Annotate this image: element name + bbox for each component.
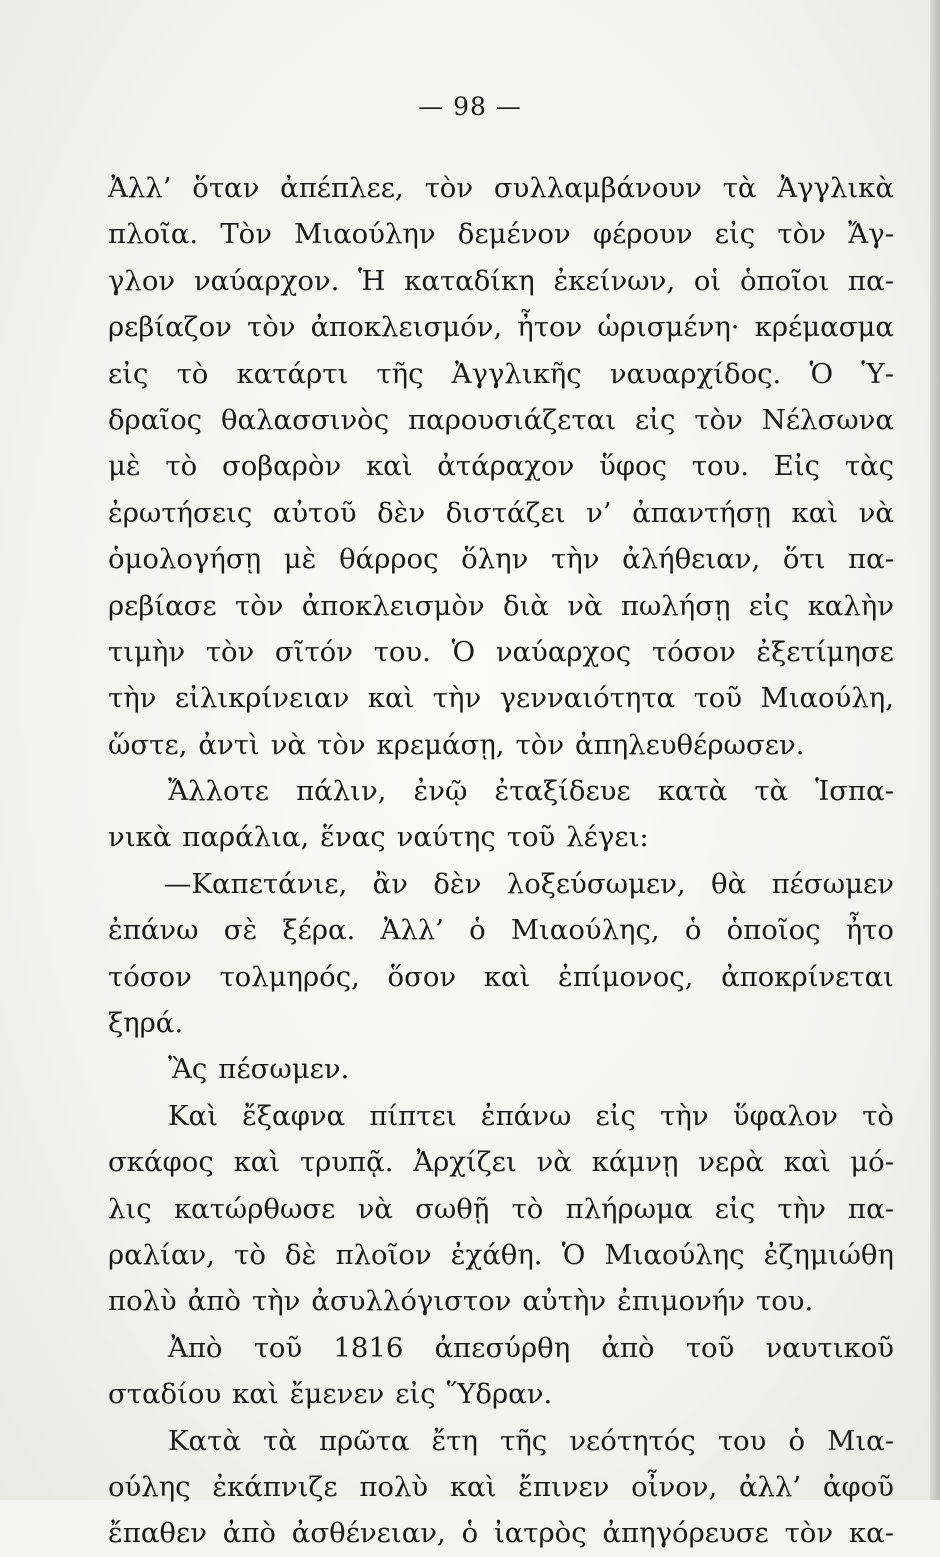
word: ὡρισμένη· <box>597 311 740 344</box>
text-line <box>108 536 894 582</box>
word: ξέρα. <box>282 914 356 947</box>
word: ναύαρχος <box>495 635 632 668</box>
word: Ὁ <box>809 357 834 390</box>
page-number: — 98 — <box>418 92 522 121</box>
word: Μιαούλης, <box>510 914 660 947</box>
word: καὶ <box>483 960 531 993</box>
word: ὁμολογήσῃ <box>108 543 262 576</box>
word: τὸν <box>424 172 474 204</box>
word: τὸν <box>515 728 565 761</box>
word: κατὰ <box>657 775 728 808</box>
text-line <box>108 490 894 536</box>
word: Εἰς <box>773 450 821 483</box>
word: ἀλήθειαν, <box>622 543 761 576</box>
text-line <box>108 907 894 953</box>
word: ἀποκρίνεται <box>721 960 894 993</box>
word: ἐρωτήσεις <box>108 496 253 529</box>
word: πολὺ <box>108 1285 177 1318</box>
word: ἐξετίμησε <box>756 635 894 668</box>
word: πέσωμεν <box>771 867 894 900</box>
word: τῆς <box>376 357 424 390</box>
word: ἀφοῦ <box>822 1470 894 1503</box>
word: αὐτοῦ <box>272 496 357 529</box>
word: καὶ <box>367 682 415 715</box>
word: ὥστε, <box>108 728 188 761</box>
text-line <box>108 583 894 629</box>
word: τὸ <box>165 450 198 483</box>
text-line <box>108 397 894 443</box>
text-line <box>108 1510 894 1556</box>
word: δραῖος <box>108 403 203 436</box>
word: διὰ <box>502 589 549 622</box>
word: πέσωμεν. <box>218 1053 350 1086</box>
word: ἀλλ’ <box>738 1470 802 1503</box>
word: μὲ <box>108 450 141 483</box>
word: ἔξαφνα <box>242 1099 346 1132</box>
word: Ἡ <box>358 264 386 297</box>
word: ἔτη <box>431 1424 478 1457</box>
word: συλλαμβάνουν <box>493 172 702 204</box>
word: κάμνῃ <box>591 1146 679 1179</box>
word: εἰς <box>748 589 790 622</box>
word: Ὕδραν. <box>446 1378 553 1411</box>
word: τὴν <box>432 682 482 715</box>
word: δὲ <box>285 1238 317 1271</box>
page-edge-shadow <box>930 0 940 1500</box>
word: ἦτο <box>845 914 894 947</box>
word: τολμηρός, <box>219 960 360 993</box>
word: Μιαούλην <box>294 218 436 251</box>
word: Ἀγγλικὰ <box>777 172 894 204</box>
word: λοξεύσωμεν, <box>506 867 686 900</box>
word: διστάζει <box>445 496 566 529</box>
word: του <box>717 1424 767 1457</box>
word: ἐζημιώθη <box>763 1238 894 1271</box>
word: Ὁ <box>561 1238 586 1271</box>
word: Μια- <box>827 1424 894 1457</box>
word: οἱ <box>693 264 722 297</box>
word: σταδίου <box>108 1378 222 1411</box>
text-line <box>108 814 894 860</box>
word: ἰατρὸς <box>493 1517 587 1550</box>
word: νεότητός <box>569 1424 696 1457</box>
word: ἀπὸ <box>601 1331 655 1364</box>
word: ὅτι <box>782 543 826 576</box>
word: ὅλην <box>461 543 529 576</box>
word: εἰς <box>714 1192 756 1225</box>
word: ὁ <box>461 1517 479 1550</box>
text-line <box>108 675 894 721</box>
word: τὸν <box>694 403 743 436</box>
word: ἀτάραχον <box>437 450 575 483</box>
word: ἐκάπνιζε <box>212 1470 338 1503</box>
word: Τὸν <box>220 218 272 251</box>
word: νὰ <box>536 1146 572 1179</box>
word: τὴν <box>108 682 157 715</box>
word: ἀποκλεισμὸν <box>301 589 485 622</box>
word: τὸν <box>246 311 296 344</box>
word: εἰς <box>395 1378 436 1411</box>
word: ἀπεσύρθη <box>434 1331 571 1364</box>
word: καὶ <box>783 1146 831 1179</box>
word: δεμένον <box>457 218 571 251</box>
word: ἀσυλλόγιστον <box>311 1285 512 1318</box>
word: καλὴν <box>807 589 894 622</box>
text-line <box>108 1186 894 1232</box>
word: ὅσον <box>387 960 457 993</box>
word: —Καπετάνιε, <box>164 867 348 900</box>
text-line <box>108 211 894 257</box>
word: ὕφος <box>599 450 668 483</box>
word: τὸ <box>176 357 209 390</box>
word: ὕφαλον <box>732 1099 838 1132</box>
word: θὰ <box>711 867 747 900</box>
word: ἀπηγόρευσε <box>602 1517 769 1550</box>
word: κρεμάσῃ, <box>376 728 505 761</box>
text-line <box>108 304 894 350</box>
word: τοῦ <box>506 821 556 854</box>
word: ἦτον <box>517 311 583 344</box>
text-line <box>108 1093 894 1139</box>
text-line <box>108 1464 894 1510</box>
word: ἀπηλευθέρωσεν. <box>575 728 805 761</box>
word: τιμὴν <box>108 635 186 668</box>
word: ξηρά. <box>108 1007 184 1040</box>
word: καταδίκη <box>404 264 535 297</box>
word: του. <box>691 450 750 483</box>
word: φέρουν <box>592 218 693 251</box>
word: πλήρωμα <box>565 1192 693 1225</box>
word: τόσον <box>108 960 192 993</box>
word: πα- <box>848 264 894 297</box>
word: νὰ <box>270 728 306 761</box>
word: Ἀπὸ <box>168 1331 223 1364</box>
word: καὶ <box>449 1470 497 1503</box>
word: ἀποκλεισμόν, <box>310 311 503 344</box>
word: πα- <box>848 543 894 576</box>
word: σκάφος <box>108 1146 214 1179</box>
word: παράλια, <box>182 821 310 854</box>
word: εἰς <box>108 357 149 390</box>
word: ναυτικοῦ <box>765 1331 894 1364</box>
word: πολὺ <box>359 1470 429 1503</box>
word: Ἄλλοτε <box>168 775 270 808</box>
text-line <box>108 1139 894 1185</box>
word: μό- <box>850 1146 894 1179</box>
word: νὰ <box>357 1192 393 1225</box>
word: πωλήσῃ <box>620 589 731 622</box>
word: τὴν <box>251 1285 301 1318</box>
word: μὲ <box>283 543 317 576</box>
word: Ἄγ- <box>848 218 894 251</box>
word: εἰλικρίνειαν <box>174 682 350 715</box>
word: πάλιν, <box>296 775 387 808</box>
word: ἀντὶ <box>198 728 260 761</box>
word: Κατὰ <box>168 1424 241 1457</box>
word: ν’ <box>586 496 612 529</box>
word: λέγει: <box>566 821 649 854</box>
word: κατώρθωσε <box>173 1192 336 1225</box>
word: ρεβίασε <box>108 589 217 622</box>
text-line <box>108 1000 894 1046</box>
word: παρουσιάζεται <box>408 403 616 436</box>
word: ραλίαν, <box>108 1238 215 1271</box>
word: Ἀρχίζει <box>413 1146 517 1179</box>
word: τοῦ <box>685 1331 735 1364</box>
text-line <box>108 351 894 397</box>
word: νὰ <box>858 496 894 529</box>
word: Ἀγγλικῆς <box>451 357 582 390</box>
word: ἐπάνω <box>480 1099 572 1132</box>
text-line <box>108 443 894 489</box>
word: Ὁ <box>451 635 476 668</box>
word: ὁποῖοι <box>739 264 830 297</box>
word: ἔπαθεν <box>108 1517 207 1550</box>
word: του. <box>373 635 431 668</box>
text-line <box>108 258 894 304</box>
word: γλον <box>108 264 176 297</box>
word: του. <box>756 1285 814 1318</box>
word: ἐπίμονος, <box>557 960 694 993</box>
word: ὅταν <box>192 172 260 204</box>
word: ἀσθένειαν, <box>291 1517 446 1550</box>
word: τὰ <box>263 1424 297 1457</box>
word: τὸν <box>777 218 826 251</box>
word: σωθῇ <box>415 1192 490 1225</box>
word: τὴν <box>660 1099 709 1132</box>
word: θάρρος <box>339 543 439 576</box>
word: τὴν <box>551 543 600 576</box>
word: κα- <box>848 1517 894 1550</box>
text-line <box>108 1418 894 1464</box>
word: δὲν <box>377 496 426 529</box>
word: ἀπὸ <box>222 1517 276 1550</box>
word: ἕνας <box>320 821 386 854</box>
word: τὸν <box>317 728 366 761</box>
word: τὸν <box>784 1517 834 1550</box>
word: Ἀλλ’ <box>380 914 444 947</box>
word: τὸν <box>235 589 284 622</box>
text-line <box>108 722 894 768</box>
text-line <box>108 861 894 907</box>
word: τοῦ <box>693 682 743 715</box>
word: λις <box>108 1192 152 1225</box>
word: τοῦ <box>253 1331 303 1364</box>
word: ἐκείνων, <box>553 264 676 297</box>
text-line <box>108 954 894 1000</box>
word: ούλης <box>108 1470 191 1503</box>
word: καὶ <box>365 450 413 483</box>
word: οἶνον, <box>631 1470 718 1503</box>
word: Ἂς <box>168 1053 208 1086</box>
word: τόσον <box>651 635 736 668</box>
word: ναύαρχον. <box>193 264 340 297</box>
body-text <box>108 165 894 1557</box>
word: ἀπὸ <box>187 1285 241 1318</box>
text-line <box>108 1325 894 1371</box>
word: τὰ <box>722 172 757 204</box>
word: κατάρτι <box>236 357 349 390</box>
word: πα- <box>848 1192 894 1225</box>
word: ἔπινεν <box>518 1470 610 1503</box>
word: πίπτει <box>369 1099 457 1132</box>
word: σῖτόν <box>274 635 353 668</box>
word: σὲ <box>223 914 258 947</box>
word: Μιαούλης <box>604 1238 745 1271</box>
word: 1816 <box>333 1331 404 1364</box>
text-line <box>108 1232 894 1278</box>
text-line <box>108 1046 894 1092</box>
word: ρεβίαζον <box>108 311 232 344</box>
word: ὁ <box>788 1424 806 1457</box>
word: ναύτης <box>396 821 496 854</box>
word: δὲν <box>433 867 482 900</box>
word: Μιαούλη, <box>760 682 894 715</box>
word: ἔμενεν <box>289 1378 385 1411</box>
word: ἐχάθη. <box>450 1238 543 1271</box>
text-line <box>108 768 894 814</box>
word: ἂν <box>372 867 408 900</box>
word: Ὑ- <box>861 357 894 390</box>
word: ναυαρχίδος. <box>609 357 782 390</box>
word: ὁ <box>684 914 702 947</box>
word: γενναιότητα <box>499 682 676 715</box>
word: θαλασσινὸς <box>220 403 390 436</box>
word: πλοῖον <box>335 1238 432 1271</box>
word: τρυπᾷ. <box>299 1146 394 1179</box>
word: τὸ <box>234 1238 266 1271</box>
word: νερὰ <box>698 1146 764 1179</box>
word: Νέλσωνα <box>761 403 894 436</box>
word: εἰς <box>714 218 756 251</box>
word: ἐπάνω <box>108 914 199 947</box>
word: τὸ <box>862 1099 894 1132</box>
word: νικὰ <box>108 821 172 854</box>
word: ἐνῷ <box>413 775 468 808</box>
word: τὸ <box>511 1192 544 1225</box>
text-line <box>108 629 894 675</box>
word: καὶ <box>232 1378 279 1411</box>
word: πρῶτα <box>318 1424 410 1457</box>
word: Ἱσπα- <box>815 775 894 808</box>
word: ἀπαντήσῃ <box>632 496 771 529</box>
word: καὶ <box>791 496 839 529</box>
text-line <box>108 165 894 211</box>
word: τὰ <box>754 775 789 808</box>
word: ἀπέπλεε, <box>280 172 404 204</box>
word: ἐπιμονήν <box>617 1285 746 1318</box>
word: τὸν <box>205 635 255 668</box>
word: ἐταξίδευε <box>494 775 631 808</box>
word: ὁ <box>469 914 486 947</box>
word: Καὶ <box>168 1099 218 1132</box>
word: νὰ <box>567 589 603 622</box>
word: εἰς <box>595 1099 636 1132</box>
word: τῆς <box>500 1424 548 1457</box>
word: αὐτὴν <box>522 1285 607 1318</box>
word: εἰς <box>634 403 676 436</box>
text-line <box>108 1371 894 1417</box>
word: σοβαρὸν <box>221 450 342 483</box>
word: τὴν <box>777 1192 826 1225</box>
text-line <box>108 1278 894 1324</box>
word: πλοῖα. <box>108 218 199 251</box>
word: ὁποῖος <box>726 914 821 947</box>
word: καὶ <box>233 1146 281 1179</box>
word: Ἀλλ’ <box>108 172 172 204</box>
word: κρέμασμα <box>754 311 894 344</box>
word: τὰς <box>844 450 894 483</box>
